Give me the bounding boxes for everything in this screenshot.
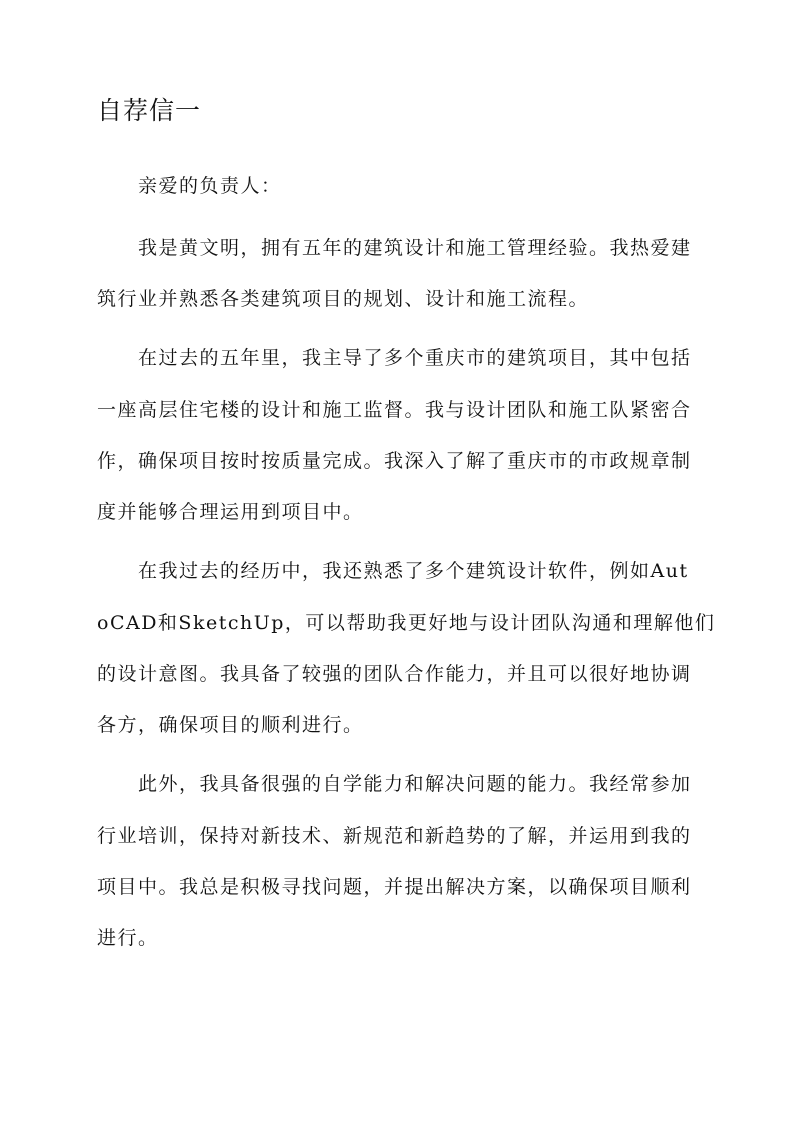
paragraph-line: 行业培训，保持对新技术、新规范和新趋势的了解，并运用到我的 <box>97 825 692 847</box>
paragraph-line: 作，确保项目按时按质量完成。我深入了解了重庆市的市政规章制 <box>97 450 692 472</box>
paragraph-line: 各方，确保项目的顺利进行。 <box>97 714 364 736</box>
page-title: 自荐信一 <box>97 96 202 125</box>
paragraph-line: 项目中。我总是积极寻找问题，并提出解决方案，以确保项目顺利 <box>97 876 692 898</box>
paragraph-line: 一座高层住宅楼的设计和施工监督。我与设计团队和施工队紧密合 <box>97 399 692 421</box>
paragraph-line: 我是黄文明，拥有五年的建筑设计和施工管理经验。我热爱建 <box>138 237 692 259</box>
paragraph-line: 在我过去的经历中，我还熟悉了多个建筑设计软件，例如Aut <box>138 560 689 582</box>
paragraph-line: 进行。 <box>97 927 159 949</box>
paragraph-line: oCAD和SketchUp，可以帮助我更好地与设计团队沟通和理解他们 <box>97 612 716 634</box>
paragraph-line: 筑行业并熟悉各类建筑项目的规划、设计和施工流程。 <box>97 288 590 310</box>
paragraph-line: 此外，我具备很强的自学能力和解决问题的能力。我经常参加 <box>138 773 692 795</box>
paragraph-line: 的设计意图。我具备了较强的团队合作能力，并且可以很好地协调 <box>97 663 692 685</box>
paragraph-line: 在过去的五年里，我主导了多个重庆市的建筑项目，其中包括 <box>138 347 692 369</box>
salutation: 亲爱的负责人： <box>138 175 282 197</box>
paragraph-line: 度并能够合理运用到项目中。 <box>97 501 364 523</box>
